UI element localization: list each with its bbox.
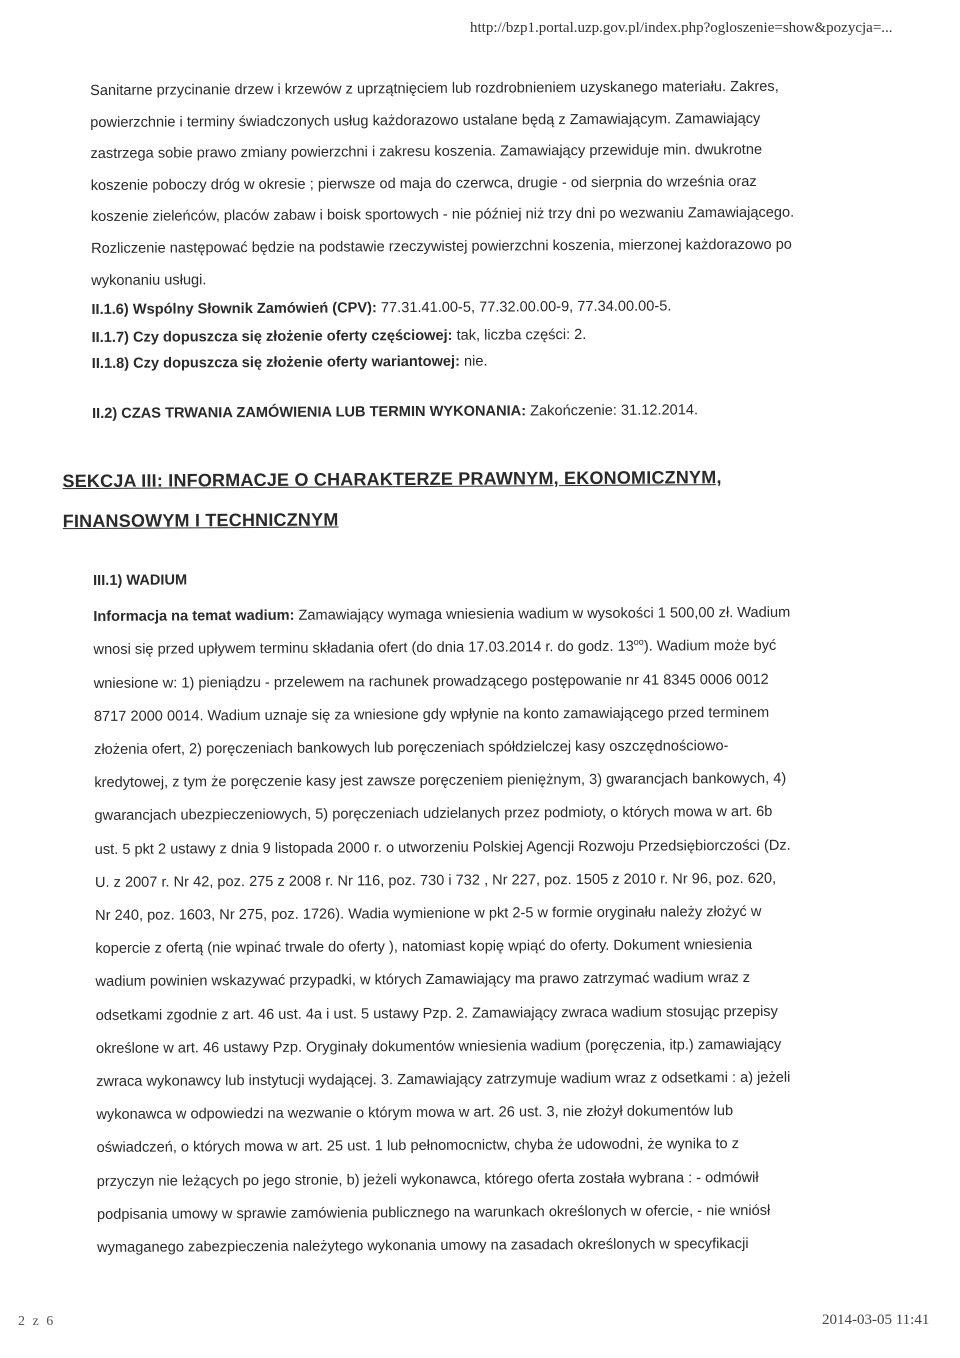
text-line: zastrzega sobie prawo zmiany powierzchni i zakresu koszenia. Zamawiający przewiduje min. dwukrotne xyxy=(90,142,763,163)
text-line xyxy=(93,630,873,668)
text-line: zwraca wykonawcy lub instytucji wydającej. 3. Zamawiający zatrzymuje wadium wraz z odsetkami : a) jeżeli xyxy=(96,1069,791,1090)
text-line: Rozliczenie następować będzie na podstawie rzeczywistej powierzchni koszenia, mierzonej każdorazowo po xyxy=(91,236,792,257)
section-title-line: SEKCJA III: INFORMACJE O CHARAKTERZE PRAWNYM, EKONOMICZNYM, xyxy=(62,467,722,492)
variant-offer-label: II.1.8) Czy dopuszcza się złożenie oferty wariantowej: xyxy=(91,353,460,373)
cpv-item xyxy=(91,294,871,321)
text-line: odsetkami zgodnie z art. 46 ust. 4a i ust. 5 ustawy Pzp. 2. Zamawiający zwraca wadium stosując przepisy xyxy=(95,1003,778,1024)
wadium-heading: III.1) WADIUM xyxy=(93,572,188,590)
variant-offer-item xyxy=(92,348,872,375)
partial-offer-item xyxy=(92,322,872,349)
hour-superscript: oo xyxy=(633,637,644,648)
variant-offer-value: nie. xyxy=(463,353,488,370)
text-line: wykonawca w odpowiedzi na wezwanie o którym mowa w art. 26 ust. 3, nie złożył dokumentów lub xyxy=(96,1103,734,1124)
text-line: gwarancjach ubezpieczeniowych, 5) poręczeniach udzielanych przez podmioty, o których mowa w art. 6b xyxy=(94,804,773,825)
text-line: oświadczeń, o których mowa w art. 25 ust. 1 lub pełnomocnictw, chyba że udowodni, że wynika to z xyxy=(96,1136,740,1157)
text-line: U. z 2007 r. Nr 42, poz. 275 z 2008 r. Nr 116, poz. 730 i 732 , Nr 227, poz. 1505 z 2010 r. Nr 96, poz. 620, xyxy=(94,870,777,891)
text-line: Nr 240, poz. 1603, Nr 275, poz. 1726). Wadia wymienione w pkt 2-5 w formie oryginału należy złożyć w xyxy=(95,903,762,924)
text-line: podpisania umowy w sprawie zamówienia publicznego na warunkach określonych w ofercie, - nie wniósł xyxy=(96,1202,771,1223)
wadium-first-line: Zamawiający wymaga wniesienia wadium w wysokości 1 500,00 zł. Wadium xyxy=(298,604,791,624)
duration-item xyxy=(92,398,872,425)
text-line: ust. 5 pkt 2 ustawy z dnia 9 listopada 2000 r. o utworzeniu Polskiej Agencji Rozwoju Przedsiębiorczości (Dz. xyxy=(94,837,791,858)
wadium-paragraph xyxy=(93,596,877,1265)
text-line: kredytowej, z tym że poręczenie kasy jest zawsze poręczeniem pieniężnym, 3) gwarancjach bankowych, 4) xyxy=(94,770,787,792)
text-line: wykonaniu usługi. xyxy=(91,271,207,289)
text-line: koszenie zieleńców, placów zabaw i boisk sportowych - nie później niż trzy dni po wezwaniu Zamawiającego. xyxy=(90,205,795,226)
section-title-line: FINANSOWYM I TECHNICZNYM xyxy=(62,509,339,532)
section-iii-title xyxy=(62,456,882,541)
text-line: wadium powinien wskazywać przypadki, w których Zamawiający ma prawo zatrzymać wadium wraz z xyxy=(95,970,751,991)
document-body xyxy=(62,71,877,1265)
text-line: określone w art. 46 ustawy Pzp. Oryginały dokumentów wniesienia wadium (poręczenia, itp.) zamawiający xyxy=(95,1036,782,1057)
text-line: wniesione w: 1) pieniądzu - przelewem na rachunek prowadzącego postępowanie nr 41 8345 0006 0012 xyxy=(93,671,769,692)
text-line: kopercie z ofertą (nie wpinać trwale do oferty ), natomiast kopię wpiąć do oferty. Dokument wniesienia xyxy=(95,937,753,958)
wadium-info-label: Informacja na temat wadium: xyxy=(93,607,295,626)
wadium-deadline-text: wnosi się przed upływem terminu składania ofert (do dnia 17.03.2014 r. do godz. 13 xyxy=(93,639,634,659)
page-url: http://bzp1.portal.uzp.gov.pl/index.php?ogloszenie=show&pozycja=... xyxy=(470,20,893,36)
text-line: wymaganego zabezpieczenia należytego wykonania umowy na zasadach określonych w specyfikacji xyxy=(97,1236,749,1256)
intro-paragraph xyxy=(90,71,871,297)
text-line: powierzchnie i terminy świadczonych usług każdorazowo ustalane będą z Zamawiającym. Zamawiający xyxy=(90,110,761,131)
partial-offer-label: II.1.7) Czy dopuszcza się złożenie oferty częściowej: xyxy=(91,327,453,347)
text-line: Sanitarne przycinanie drzew i krzewów z uprzątnięciem lub rozdrobnieniem uzyskanego materiału. Zakres, xyxy=(90,78,779,99)
text-line: przyczyn nie leżących po jego stronie, b) jeżeli wykonawca, którego oferta została wybrana : - odmówił xyxy=(96,1169,759,1190)
wadium-deadline-tail: ). Wadium może być xyxy=(643,638,777,655)
text-line xyxy=(93,596,873,634)
text-line: 8717 2000 0014. Wadium uznaje się za wniesione gdy wpłynie na konto zamawiającego przed terminem xyxy=(93,704,770,725)
print-datetime: 2014-03-05 11:41 xyxy=(822,1312,930,1328)
page-number: 2 z 6 xyxy=(18,1314,56,1329)
text-line: koszenie poboczy dróg w okresie ; pierwsze od maja do czerwca, drugie - od sierpnia do września oraz xyxy=(90,173,757,194)
cpv-value: 77.31.41.00-5, 77.32.00.00-9, 77.34.00.00-5. xyxy=(380,298,672,317)
duration-value: Zakończenie: 31.12.2014. xyxy=(530,402,699,420)
cpv-label: II.1.6) Wspólny Słownik Zamówień (CPV): xyxy=(91,300,377,319)
duration-label: II.2) CZAS TRWANIA ZAMÓWIENIA LUB TERMIN WYKONANIA: xyxy=(92,403,527,423)
text-line: złożenia ofert, 2) poręczeniach bankowych lub poręczeniach spółdzielczej kasy oszczędnościowo- xyxy=(94,738,729,758)
partial-offer-value: tak, liczba części: 2. xyxy=(456,327,587,344)
